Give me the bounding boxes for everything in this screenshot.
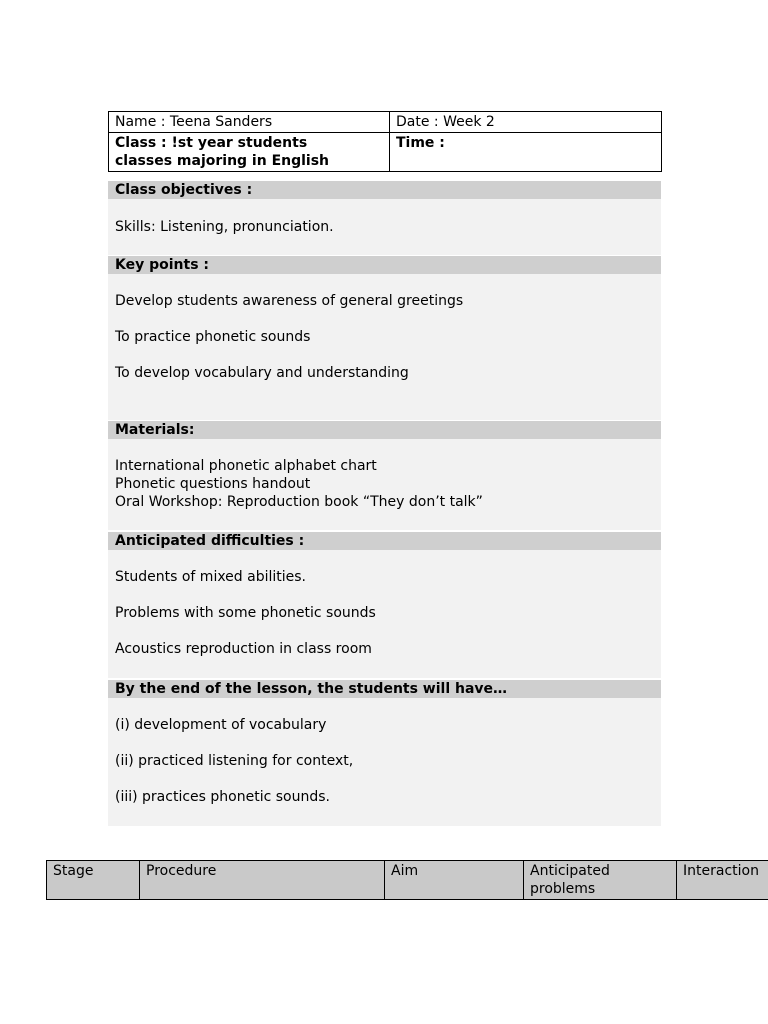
stage-table xyxy=(46,860,768,900)
lesson-header-table xyxy=(108,111,662,172)
key-point-line: Develop students awareness of general greetings xyxy=(115,293,464,309)
class-description xyxy=(109,133,390,172)
procedure-header: Procedure xyxy=(140,861,385,900)
outcome-line: (i) development of vocabulary xyxy=(115,717,327,733)
objective-line: Skills: Listening, pronunciation. xyxy=(115,219,334,235)
lesson-time: Time : xyxy=(390,133,662,172)
material-line: Phonetic questions handout xyxy=(115,476,311,492)
material-line: International phonetic alphabet chart xyxy=(115,458,377,474)
class-objectives-section xyxy=(108,181,661,255)
interaction-header: Interaction xyxy=(677,861,768,900)
class-description-line1: Class : !st year students xyxy=(115,135,308,151)
class-description-line2: classes majoring in English xyxy=(115,153,330,169)
outcome-line: (ii) practiced listening for context, xyxy=(115,753,354,769)
materials-section xyxy=(108,421,661,530)
key-points-section xyxy=(108,256,661,420)
difficulty-line: Acoustics reproduction in class room xyxy=(115,641,372,657)
materials-heading: Materials: xyxy=(108,421,661,439)
key-point-line: To practice phonetic sounds xyxy=(115,329,311,345)
teacher-name: Name : Teena Sanders xyxy=(109,112,390,133)
outcomes-section xyxy=(108,680,661,826)
key-points-heading: Key points : xyxy=(108,256,661,274)
material-line: Oral Workshop: Reproduction book “They don’t talk” xyxy=(115,494,483,510)
difficulty-line: Students of mixed abilities. xyxy=(115,569,307,585)
difficulty-line: Problems with some phonetic sounds xyxy=(115,605,376,621)
difficulties-section xyxy=(108,532,661,678)
stage-table-header-row xyxy=(47,861,768,900)
outcomes-heading: By the end of the lesson, the students will have… xyxy=(108,680,661,698)
lesson-date: Date : Week 2 xyxy=(390,112,662,133)
difficulties-heading: Anticipated difficulties : xyxy=(108,532,661,550)
anticipated-problems-header: Anticipated problems xyxy=(524,861,677,900)
aim-header: Aim xyxy=(385,861,524,900)
class-objectives-heading: Class objectives : xyxy=(108,181,661,199)
stage-header: Stage xyxy=(47,861,140,900)
key-point-line: To develop vocabulary and understanding xyxy=(115,365,409,381)
outcome-line: (iii) practices phonetic sounds. xyxy=(115,789,330,805)
